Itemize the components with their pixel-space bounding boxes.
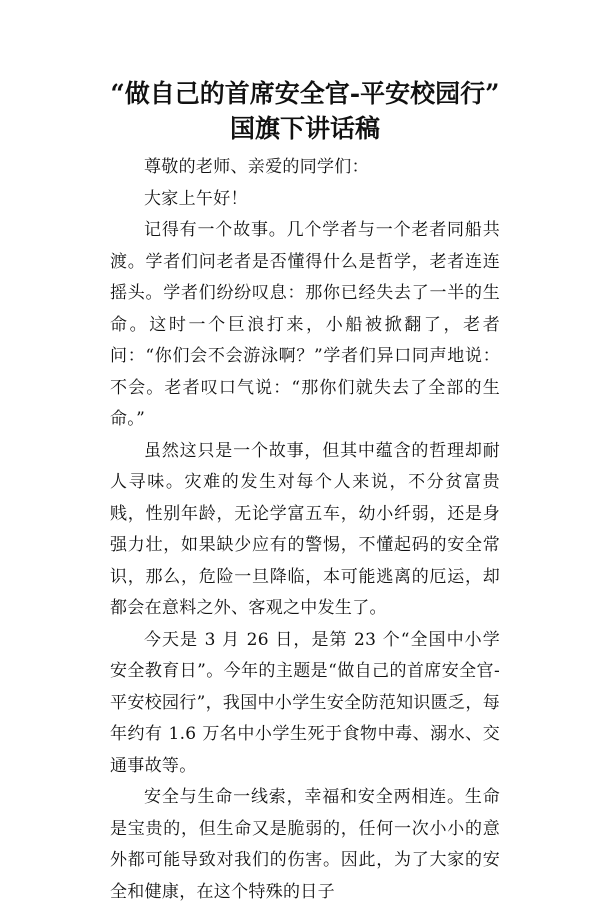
paragraph-safety-day: 今天是 3 月 26 日，是第 23 个“全国中小学安全教育日”。今年的主题是“做自己的首席安全官-平安校园行”，我国中小学生安全防范知识匮乏，每年约有 1.6 万名中小学生死于食物中毒、溺水、交通事故等。 bbox=[110, 629, 500, 776]
paragraph-greeting: 尊敬的老师、亲爱的同学们： bbox=[144, 157, 369, 177]
paragraph-story: 记得有一个故事。几个学者与一个老者同船共渡。学者们问老者是否懂得什么是哲学，老者连连摇头。学者们纷纷叹息：那你已经失去了一半的生命。这时一个巨浪打来，小船被掀翻了，老者问：“你们会不会游泳啊？”学者们异口同声地说：不会。老者叹口气说：“那你们就失去了全部的生命。” bbox=[110, 220, 500, 429]
document-title: “做自己的首席安全官-平安校园行” bbox=[110, 79, 500, 108]
paragraph-reflection: 虽然这只是一个故事，但其中蕴含的哲理却耐人寻味。灾难的发生对每个人来说，不分贫富贵贱，性别年龄，无论学富五车，幼小纤弱，还是身强力壮，如果缺少应有的警惕，不懂起码的安全常识，那么，危险一旦降临，本可能逃离的厄运，却都会在意料之外、客观之中发生了。 bbox=[110, 440, 500, 618]
paragraph-salutation: 大家上午好！ bbox=[144, 188, 248, 209]
document-subtitle: 国旗下讲话稿 bbox=[229, 114, 380, 143]
paragraph-life: 安全与生命一线索，幸福和安全两相连。生命是宝贵的，但生命又是脆弱的，任何一次小小的意外都可能导致对我们的伤害。因此，为了大家的安全和健康，在这个特殊的日子 bbox=[110, 787, 500, 902]
